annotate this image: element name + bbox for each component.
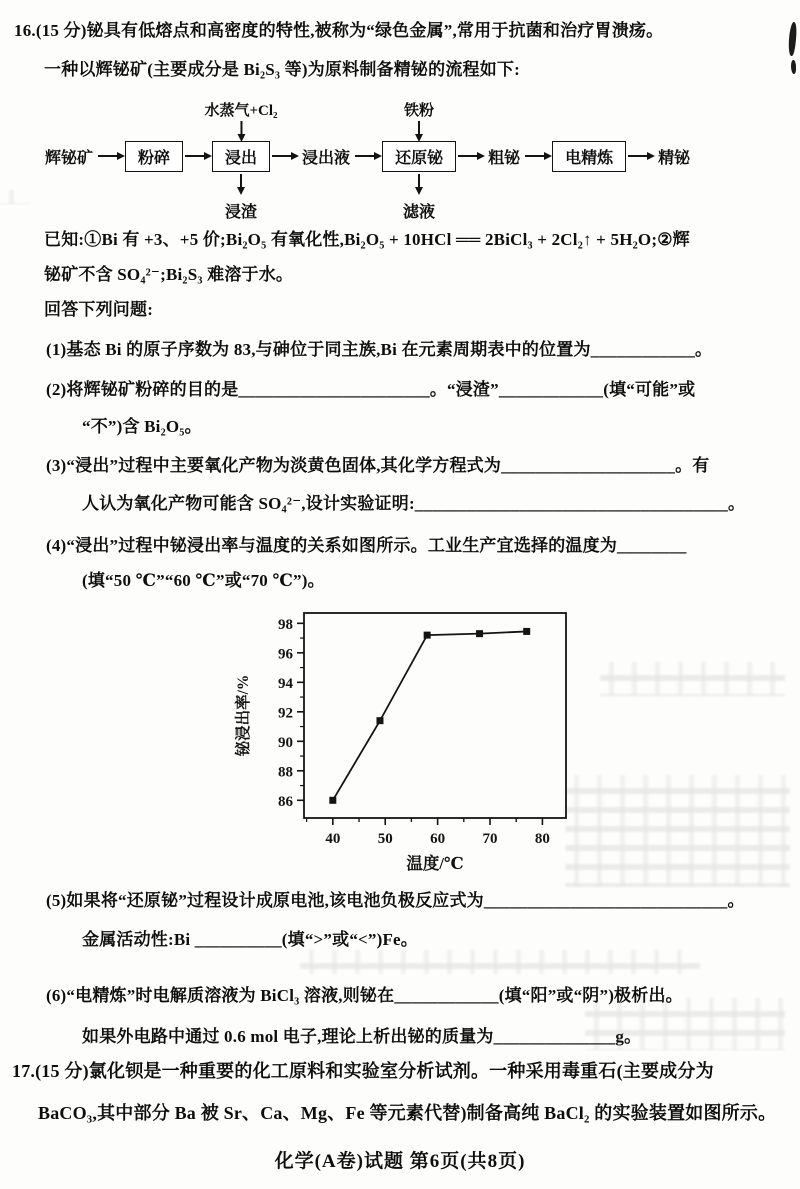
- scan-edge-smudge: [787, 22, 798, 57]
- flow-box-leach-group: [204, 102, 278, 221]
- svg-text:92: 92: [278, 705, 293, 722]
- flow-leach-top-input: [205, 99, 278, 141]
- arrow-right-icon: [525, 155, 550, 157]
- svg-text:40: 40: [325, 831, 341, 847]
- svg-text:96: 96: [278, 646, 293, 663]
- q17-intro-line-2: BaCO₃,其中部分 Ba 被 Sr、Ca、Mg、Fe 等元素代替)制备高纯 BaCl₂ 的实验装置如图所示。: [38, 1103, 777, 1123]
- flow-crude-bismuth-label: 粗铋: [488, 149, 521, 167]
- arrow-right-icon: [628, 155, 653, 157]
- arrow-right-icon: [98, 155, 123, 157]
- arrow-down-icon: [418, 174, 420, 188]
- bleedthrough-artifact: [0, 190, 30, 204]
- svg-text:90: 90: [278, 734, 293, 751]
- flow-output-refined-label: 精铋: [658, 149, 691, 167]
- q16-known-line-1: 已知:①Bi 有 +3、+5 价;Bi₂O₅ 有氧化性,Bi₂O₅ + 10HCl ══ 2BiCl₃ + 2Cl₂↑ + 5H₂O;②辉: [44, 230, 690, 249]
- q16-sub4-line-1: (4)“浸出”过程中铋浸出率与温度的关系如图所示。工业生产宜选择的温度为________: [46, 536, 687, 555]
- q16-sub1-line-1: (1)基态 Bi 的原子序数为 83,与砷位于同主族,Bi 在元素周期表中的位置为____________。: [46, 340, 713, 359]
- svg-text:铋浸出率/%: 铋浸出率/%: [235, 674, 252, 757]
- svg-text:温度/℃: 温度/℃: [406, 854, 464, 873]
- bleedthrough-artifact: [565, 775, 790, 887]
- q16-intro-line-2: 一种以辉铋矿(主要成分是 Bi₂S₃ 等)为原料制备精铋的流程如下:: [44, 60, 520, 79]
- leach-rate-chart: [228, 597, 588, 887]
- arrow-right-icon: [272, 155, 297, 157]
- q16-sub5-line-2: 金属活动性:Bi __________(填“>”或“<”)Fe。: [82, 930, 418, 949]
- q16-known-line-2: 铋矿不含 SO₄²⁻;Bi₂S₃ 难溶于水。: [44, 265, 294, 284]
- arrow-right-icon: [355, 155, 380, 157]
- q16-sub4-line-2: (填“50 ℃”“60 ℃”或“70 ℃”)。: [82, 571, 325, 590]
- arrow-down-icon: [418, 121, 420, 135]
- bleedthrough-artifact: [300, 950, 700, 974]
- svg-text:88: 88: [278, 764, 293, 781]
- arrow-right-icon: [185, 155, 210, 157]
- q16-answer-prompt: 回答下列问题:: [44, 300, 154, 319]
- bleedthrough-artifact: [600, 662, 785, 696]
- q16-sub6-line-1: (6)“电精炼”时电解质溶液为 BiCl₃ 溶液,则铋在____________(填“阳”或“阴”)极析出。: [46, 986, 683, 1005]
- leach-residue-label: 浸渣: [225, 203, 258, 221]
- svg-text:60: 60: [430, 831, 446, 847]
- flow-box-refine: 电精炼: [552, 141, 626, 172]
- flow-leachate-label: 浸出液: [302, 149, 351, 167]
- flow-reduce-bottom-output: [403, 172, 435, 222]
- svg-text:94: 94: [278, 675, 293, 692]
- flow-box-leach: 浸出: [212, 141, 270, 172]
- flow-box-crush: 粉碎: [125, 141, 183, 172]
- q16-sub2-line-2: “不”)含 Bi₂O₅。: [82, 417, 202, 436]
- page-footer: 化学(A卷)试题 第6页(共8页): [274, 1151, 526, 1172]
- arrow-right-icon: [458, 155, 483, 157]
- flow-leach-bottom-output: [225, 172, 257, 222]
- svg-text:50: 50: [377, 831, 393, 847]
- svg-text:70: 70: [482, 831, 498, 847]
- q16-sub2-line-1: (2)将辉铋矿粉碎的目的是______________________。“浸渣”____________(填“可能”或: [46, 380, 696, 399]
- flow-reduce-top-input: [404, 99, 434, 141]
- q16-sub6-line-2: 如果外电路中通过 0.6 mol 电子,理论上析出铋的质量为______________g。: [82, 1027, 642, 1046]
- q17-intro-line-1: 17.(15 分)氯化钡是一种重要的化工原料和实验室分析试剂。一种采用毒重石(主要成分为: [12, 1061, 714, 1081]
- svg-text:98: 98: [278, 616, 293, 633]
- flow-box-reduce: 还原铋: [382, 141, 456, 172]
- q16-sub3-line-2: 人认为氧化产物可能含 SO₄²⁻,设计实验证明:____________________________________。: [82, 494, 746, 513]
- arrow-down-icon: [240, 174, 242, 188]
- q16-sub5-line-1: (5)如果将“还原铋”过程设计成原电池,该电池负极反应式为____________________________。: [46, 891, 745, 910]
- process-flow-diagram: [42, 92, 742, 220]
- leach-rate-chart-svg: [228, 597, 588, 882]
- scan-edge-smudge: [791, 60, 796, 74]
- flow-box-reduce-group: [382, 102, 456, 221]
- arrow-down-icon: [240, 121, 242, 135]
- q16-intro-line-1: 16.(15 分)铋具有低熔点和高密度的特性,被称为“绿色金属”,常用于抗菌和治疗胃溃疡。: [14, 21, 664, 40]
- svg-text:86: 86: [278, 793, 293, 810]
- q16-sub3-line-1: (3)“浸出”过程中主要氧化产物为淡黄色固体,其化学方程式为____________________。有: [46, 456, 710, 475]
- svg-text:80: 80: [534, 831, 550, 847]
- filtrate-label: 滤液: [403, 203, 436, 221]
- flow-input-ore-label: 辉铋矿: [45, 149, 94, 167]
- iron-powder-label: 铁粉: [404, 102, 435, 119]
- steam-chlorine-label: 水蒸气+Cl₂: [204, 102, 278, 119]
